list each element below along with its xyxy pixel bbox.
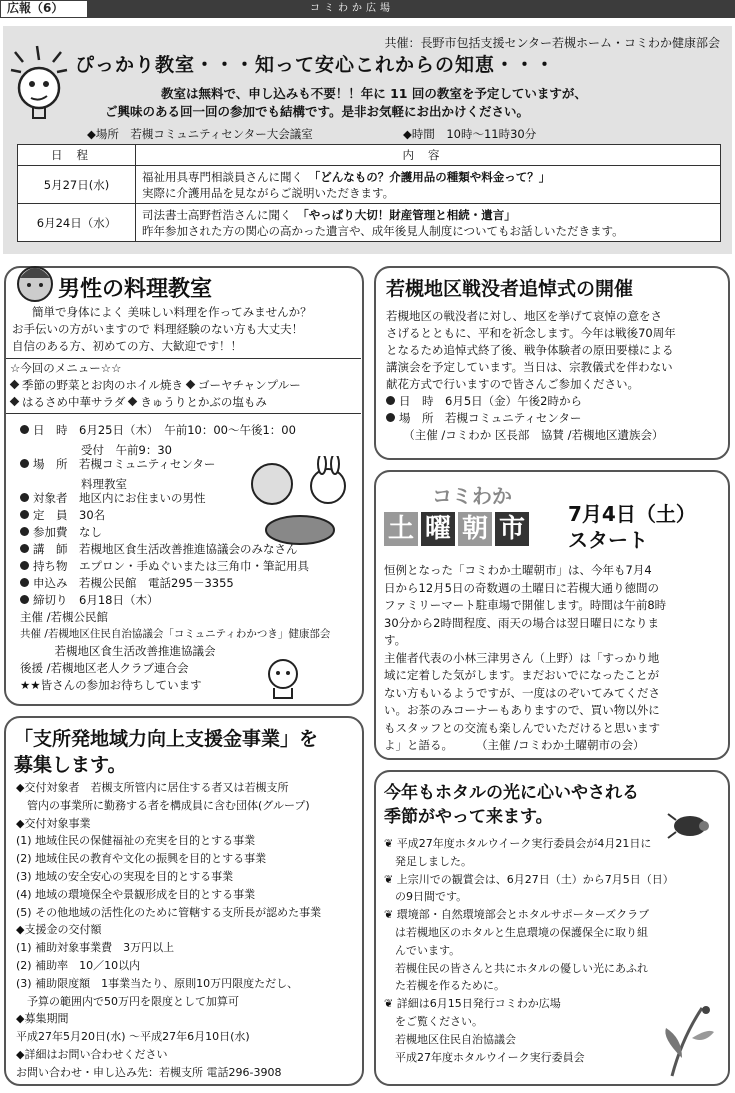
market-body-line: 30分から2時間程度、雨天の場合は翌日曜日になりま (384, 615, 659, 630)
grant-line: ◆支援金の交付額 (16, 923, 102, 937)
schedule-speaker: 司法書士高野哲浩さんに聞く (142, 207, 292, 222)
schedule-date: 5月27日(水) (18, 166, 136, 204)
grant-line: (2) 補助率 10／10以内 (16, 959, 141, 972)
menu-item: きゅうりとかぶの塩もみ (140, 395, 267, 409)
bullet-dot-icon (20, 527, 29, 536)
firefly-line: た若槻を作るために。 (384, 979, 505, 993)
table-header: 日程 (18, 145, 136, 166)
grant-line: (1) 補助対象事業費 3万円以上 (16, 941, 175, 955)
detail-line: 場 所 若槻コミュニティセンター (33, 457, 216, 471)
schedule-speaker: 福祉用具専門相談員さんに聞く (142, 169, 303, 184)
class-title: ぴっかり教室・・・知って安心これからの知恵・・・ (75, 54, 556, 76)
firefly-line: 発足しました。 (384, 854, 472, 868)
leaf-bullet-icon: ❦ (384, 837, 397, 850)
logo-char: 曜 (421, 512, 455, 546)
diamond-bullet-icon (128, 397, 138, 407)
bullet-dot-icon (20, 578, 29, 587)
bullet-dot-icon (20, 425, 29, 434)
detail-line: 日 時 6月25日（木） 午前10：00～午後1：00 (33, 423, 296, 437)
leaf-bullet-icon: ❦ (384, 872, 397, 886)
grant-title: 募集します。 (14, 754, 127, 776)
footer-line: 若槻地区食生活改善推進協議会 (20, 644, 216, 658)
detail-line: 対象者 地区内にお住まいの男性 (33, 491, 206, 505)
market-body-line: す。 (384, 633, 407, 647)
bullet-dot-icon (20, 561, 29, 570)
schedule-topic: 「どんなもの？介護用品の種類や料金って？」 (314, 169, 551, 184)
saturday-market-box (374, 470, 730, 760)
chef-face-icon (12, 258, 58, 308)
memorial-box (374, 266, 730, 460)
firefly-line: んでいます。 (384, 943, 461, 957)
detail-line: 申込み 若槻公民館 電話295－3355 (33, 576, 234, 590)
schedule-desc: 昨年参加された方の関心の高かった遺言や、成年後見人制度についてもお話しいただきます。 (142, 223, 624, 238)
firefly-line: ❦ 環境部・自然環境部会とホタルサポーターズクラブ (384, 908, 650, 922)
cooking-class-box (4, 266, 364, 706)
class-intro-line: ご興味のある回一回の参加でも結構です。是非お気軽にお出かけください。 (105, 104, 530, 119)
memorial-date: 日 時 6月5日（金）午後2時から (399, 394, 582, 408)
firefly-line: の9日間です。 (384, 890, 468, 904)
schedule-desc: 実際に介護用品を見ながらご説明いただきます。 (142, 185, 395, 200)
grant-line: ◆交付対象事業 (16, 816, 91, 830)
detail-line: 料理教室 (35, 477, 127, 491)
menu-item: 季節の野菜とお肉のホイル焼き (22, 378, 183, 392)
firefly-line: 若槻住民の皆さんと共にホタルの優しい光にあふれ (384, 961, 648, 975)
market-body-line: もスタッフとの交流も楽しんでいただけると思います (384, 720, 660, 735)
firefly-line: 若槻地区住民自治協議会 (384, 1032, 516, 1046)
memorial-place: 場 所 若槻コミュニティセンター (399, 411, 582, 425)
schedule-date: 6月24日（水） (18, 204, 136, 242)
schedule-topic: 「やっぱり大切！財産管理と相続・遺言」 (303, 207, 516, 222)
issue-label: 広報（6） (0, 0, 88, 18)
table-header: 内容 (136, 145, 721, 166)
footer-line: ★★皆さんの参加お待ちしています (20, 678, 202, 692)
memorial-body-line: さげるとともに、平和を祈念します。今年は戦後70周年 (386, 326, 676, 340)
footer-line: 共催 /若槻地区住民自治協議会「コミュニティわかつき」健康部会 (20, 628, 331, 640)
bullet-dot-icon (20, 510, 29, 519)
grant-line: (4) 地域の環境保全や景観形成を目的とする事業 (16, 887, 256, 901)
grant-line: ◆募集期間 (16, 1012, 69, 1026)
detail-line: 締切り 6月18日（木） (33, 593, 159, 607)
bullet-dot-icon (20, 544, 29, 553)
cooking-intro-line: 簡単で身体によく 美味しい料理を作ってみませんか？ (32, 305, 312, 319)
firefly-title: 今年もホタルの光に心いやされる (384, 783, 639, 803)
leaf-bullet-icon: ❦ (384, 908, 397, 922)
grant-line: 管内の事業所に勤務する者を構成員に含む団体(グループ) (16, 798, 310, 812)
firefly-line: ❦ 上宗川での観賞会は、6月27日（土）から7月5日（日） (384, 872, 674, 886)
market-body-line: よ」と語る。 （主催 /コミわか土曜朝市の会） (384, 738, 645, 752)
memorial-title: 若槻地区戦没者追悼式の開催 (386, 278, 634, 300)
memorial-body-line: 献花方式で行いますので皆さんご参加ください。 (386, 377, 639, 391)
section-title: コミわか広場 (310, 3, 394, 14)
logo-char: 土 (384, 512, 418, 546)
menu-item: はるさめ中華サラダ (22, 395, 126, 409)
table-row (18, 204, 721, 242)
detail-line: 参加費 なし (33, 525, 102, 539)
market-body-line: ない方もいるようですが、一度はのぞいてみてくださ (384, 685, 660, 700)
grant-line: ◆交付対象者 若槻支所管内に居住する者又は若槻支所 (16, 781, 289, 794)
footer-line: 主催 /若槻公民館 (20, 610, 109, 624)
firefly-line: 平成27年度ホタルウイーク実行委員会 (384, 1050, 585, 1064)
grant-line: (3) 補助限度額 1事業当たり、原則10万円限度ただし、 (16, 976, 299, 990)
grant-line: 予算の範囲内で50万円を限度として加算可 (16, 994, 239, 1008)
bullet-dot-icon (386, 396, 395, 405)
thinking-person-icon (9, 44, 71, 122)
pikkari-class-section (3, 26, 732, 254)
mascot-icon (260, 654, 306, 700)
logo-char: 市 (495, 512, 529, 546)
class-time: ◆時間 10時～11時30分 (403, 127, 537, 141)
grant-line: 平成27年5月20日(水) ～平成27年6月10日(水) (16, 1030, 250, 1044)
grant-line: お問い合わせ・申し込み先：若槻支所 電話296-3908 (16, 1065, 282, 1079)
diamond-bullet-icon (186, 380, 196, 390)
firefly-plant-illustration (652, 998, 722, 1078)
cooking-intro-line: 自信のある方、初めての方、大歓迎です！！ (12, 339, 242, 353)
firefly-box (374, 770, 730, 1086)
memorial-body-line: 講演会を予定しています。当日は、宗教儀式を伴わない (386, 360, 673, 374)
firefly-line: をご覧ください。 (384, 1015, 483, 1028)
table-row (18, 166, 721, 204)
market-body-line: い。お茶のみコーナーもありますので、買い物以外に (384, 703, 660, 717)
schedule-table (17, 144, 721, 242)
menu-panel (6, 358, 361, 414)
bullet-dot-icon (386, 413, 395, 422)
firefly-title: 季節がやって来ます。 (384, 807, 553, 827)
grant-line: (3) 地域の安全安心の実現を目的とする事業 (16, 870, 234, 883)
logo-char: 朝 (458, 512, 492, 546)
detail-line: 持ち物 エプロン・手ぬぐいまたは三角巾・筆記用具 (33, 559, 309, 573)
market-start-label: スタート (568, 528, 648, 552)
grant-title: 「支所発地域力向上支援金事業」を (14, 728, 319, 750)
cooking-characters-illustration (242, 456, 358, 552)
grant-line: ◆詳細はお問い合わせください (16, 1048, 168, 1061)
firefly-line: は若槻地区のホタルと生息環境の保護保全に取り組 (384, 926, 648, 939)
market-logo-top: コミわか (432, 484, 512, 508)
market-logo (384, 512, 529, 546)
grant-line: (1) 地域住民の保健福祉の充実を目的とする事業 (16, 834, 256, 848)
cooking-title: 男性の料理教室 (58, 277, 213, 302)
class-intro-line: 教室は無料で、申し込みも不要！！年に 11 回の教室を予定していますが、 (161, 86, 587, 101)
class-place: ◆場所 若槻コミュニティセンター大会議室 (87, 127, 313, 141)
leaf-bullet-icon: ❦ (384, 997, 397, 1011)
firefly-icon (664, 806, 714, 846)
market-body-line: 日から12月5日の奇数週の土曜日に若槻大通り徳間の (384, 580, 659, 595)
bullet-dot-icon (20, 493, 29, 502)
diamond-bullet-icon (10, 397, 20, 407)
bullet-dot-icon (20, 595, 29, 604)
grant-line: (5) その他地域の活性化のために管轄する支所長が認めた事業 (16, 905, 322, 919)
market-body-line: ファミリーマート駐車場で開催します。時間は午前8時 (384, 598, 667, 612)
menu-heading: ☆今回のメニュー☆☆ (10, 361, 122, 375)
grant-line: (2) 地域住民の教育や文化の振興を目的とする事業 (16, 852, 267, 866)
market-body-line: 域に定着した気がします。まだおいでになったことが (384, 668, 660, 682)
memorial-body-line: 若槻地区の戦没者に対し、地区を挙げて哀悼の意をさ (386, 309, 662, 323)
market-body-line: 恒例となった「コミわか土曜朝市」は、今年も7月4 (384, 563, 652, 577)
organizers: 共催：長野市包括支援センター若槻ホーム・コミわか健康部会 (384, 36, 720, 50)
bullet-dot-icon (20, 459, 29, 468)
detail-line: 受付 午前9：30 (35, 443, 172, 457)
firefly-line: ❦ 詳細は6月15日発行コミわか広場 (384, 997, 561, 1011)
menu-item: ゴーヤチャンプルー (198, 378, 301, 392)
memorial-organizers: （主催 /コミわか 区長部 協賛 /若槻地区遺族会） (386, 428, 664, 442)
market-start-date: 7月4日（土） (568, 502, 696, 526)
market-body-line: 主催者代表の小林三津男さん（上野）は「すっかり地 (384, 650, 660, 665)
memorial-body-line: となるため追悼式終了後、戦争体験者の原田要様による (386, 343, 674, 357)
cooking-intro-line: お手伝いの方がいますので 料理経験のない方も大丈夫！ (12, 322, 304, 336)
firefly-line: ❦ 平成27年度ホタルウイーク実行委員会が4月21日に (384, 837, 652, 850)
detail-line: 定 員 30名 (33, 508, 106, 522)
footer-line: 後援 /若槻地区老人クラブ連合会 (20, 661, 189, 675)
diamond-bullet-icon (10, 380, 20, 390)
detail-line: 講 師 若槻地区食生活改善推進協議会のみなさん (33, 542, 298, 556)
grant-box (4, 716, 364, 1086)
